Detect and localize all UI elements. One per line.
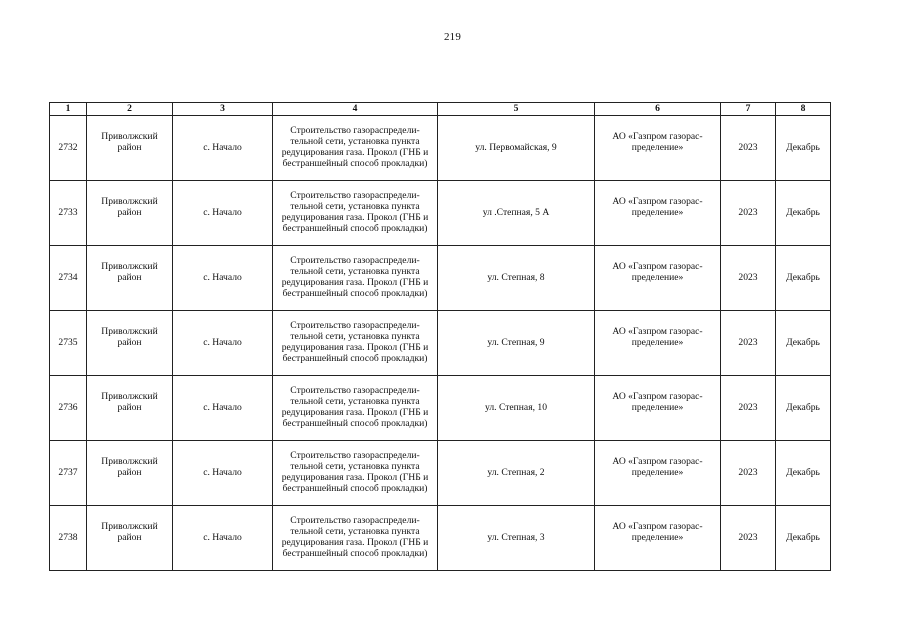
works-table	[49, 102, 831, 571]
cell-work-description: Строительство газораспредели-тельной сети, установка пункта редуцирования газа. Прокол (ГНБ и бестраншейный способ прокладки)	[273, 441, 438, 506]
cell-locality: с. Начало	[173, 181, 273, 246]
cell-work-description: Строительство газораспредели-тельной сети, установка пункта редуцирования газа. Прокол (ГНБ и бестраншейный способ прокладки)	[273, 181, 438, 246]
cell-locality: с. Начало	[173, 441, 273, 506]
column-header: 8	[776, 103, 831, 116]
column-header: 1	[50, 103, 87, 116]
cell-district	[87, 506, 173, 571]
cell-year: 2023	[721, 506, 776, 571]
cell-number: 2734	[50, 246, 87, 311]
cell-number: 2737	[50, 441, 87, 506]
cell-number: 2732	[50, 116, 87, 181]
cell-work-description: Строительство газораспредели-тельной сети, установка пункта редуцирования газа. Прокол (ГНБ и бестраншейный способ прокладки)	[273, 246, 438, 311]
cell-locality: с. Начало	[173, 116, 273, 181]
page-number: 219	[443, 31, 462, 43]
cell-district	[87, 311, 173, 376]
cell-locality: с. Начало	[173, 376, 273, 441]
cell-address: ул. Степная, 2	[438, 441, 595, 506]
column-header: 7	[721, 103, 776, 116]
organization-label: АО «Газпром газорас-пределение»	[612, 261, 703, 283]
organization-label: АО «Газпром газорас-пределение»	[612, 196, 703, 218]
organization-label: АО «Газпром газорас-пределение»	[612, 521, 703, 543]
district-label: Приволжский район	[101, 456, 158, 478]
organization-label: АО «Газпром газорас-пределение»	[612, 391, 703, 413]
cell-month: Декабрь	[776, 506, 831, 571]
cell-organization	[595, 376, 721, 441]
district-label: Приволжский район	[101, 521, 158, 543]
table-row	[50, 116, 831, 181]
cell-district	[87, 441, 173, 506]
organization-label: АО «Газпром газорас-пределение»	[612, 326, 703, 348]
cell-address: ул. Степная, 10	[438, 376, 595, 441]
cell-year: 2023	[721, 376, 776, 441]
district-label: Приволжский район	[101, 326, 158, 348]
column-header: 4	[273, 103, 438, 116]
cell-locality: с. Начало	[173, 311, 273, 376]
cell-year: 2023	[721, 116, 776, 181]
cell-month: Декабрь	[776, 311, 831, 376]
cell-number: 2735	[50, 311, 87, 376]
organization-label: АО «Газпром газорас-пределение»	[612, 131, 703, 153]
table-row	[50, 246, 831, 311]
cell-month: Декабрь	[776, 181, 831, 246]
cell-work-description: Строительство газораспредели-тельной сети, установка пункта редуцирования газа. Прокол (ГНБ и бестраншейный способ прокладки)	[273, 376, 438, 441]
cell-district	[87, 246, 173, 311]
table-row	[50, 441, 831, 506]
column-header: 3	[173, 103, 273, 116]
cell-organization	[595, 116, 721, 181]
cell-locality: с. Начало	[173, 246, 273, 311]
cell-work-description: Строительство газораспредели-тельной сети, установка пункта редуцирования газа. Прокол (ГНБ и бестраншейный способ прокладки)	[273, 506, 438, 571]
cell-address: ул. Первомайская, 9	[438, 116, 595, 181]
cell-address: ул. Степная, 9	[438, 311, 595, 376]
cell-month: Декабрь	[776, 246, 831, 311]
cell-organization	[595, 181, 721, 246]
table-row	[50, 181, 831, 246]
cell-year: 2023	[721, 181, 776, 246]
district-label: Приволжский район	[101, 391, 158, 413]
cell-year: 2023	[721, 311, 776, 376]
cell-month: Декабрь	[776, 441, 831, 506]
table-row	[50, 376, 831, 441]
district-label: Приволжский район	[101, 196, 158, 218]
cell-locality: с. Начало	[173, 506, 273, 571]
table-header-row	[50, 103, 831, 116]
cell-number: 2738	[50, 506, 87, 571]
cell-work-description: Строительство газораспредели-тельной сети, установка пункта редуцирования газа. Прокол (ГНБ и бестраншейный способ прокладки)	[273, 116, 438, 181]
cell-organization	[595, 441, 721, 506]
cell-month: Декабрь	[776, 116, 831, 181]
cell-address: ул .Степная, 5 А	[438, 181, 595, 246]
cell-district	[87, 181, 173, 246]
cell-month: Декабрь	[776, 376, 831, 441]
table-row	[50, 311, 831, 376]
cell-year: 2023	[721, 441, 776, 506]
cell-organization	[595, 506, 721, 571]
column-header: 5	[438, 103, 595, 116]
cell-year: 2023	[721, 246, 776, 311]
cell-address: ул. Степная, 3	[438, 506, 595, 571]
cell-district	[87, 116, 173, 181]
organization-label: АО «Газпром газорас-пределение»	[612, 456, 703, 478]
cell-organization	[595, 311, 721, 376]
cell-number: 2736	[50, 376, 87, 441]
column-header: 6	[595, 103, 721, 116]
cell-district	[87, 376, 173, 441]
column-header: 2	[87, 103, 173, 116]
district-label: Приволжский район	[101, 261, 158, 283]
cell-address: ул. Степная, 8	[438, 246, 595, 311]
district-label: Приволжский район	[101, 131, 158, 153]
cell-number: 2733	[50, 181, 87, 246]
table-row	[50, 506, 831, 571]
cell-work-description: Строительство газораспредели-тельной сети, установка пункта редуцирования газа. Прокол (ГНБ и бестраншейный способ прокладки)	[273, 311, 438, 376]
cell-organization	[595, 246, 721, 311]
